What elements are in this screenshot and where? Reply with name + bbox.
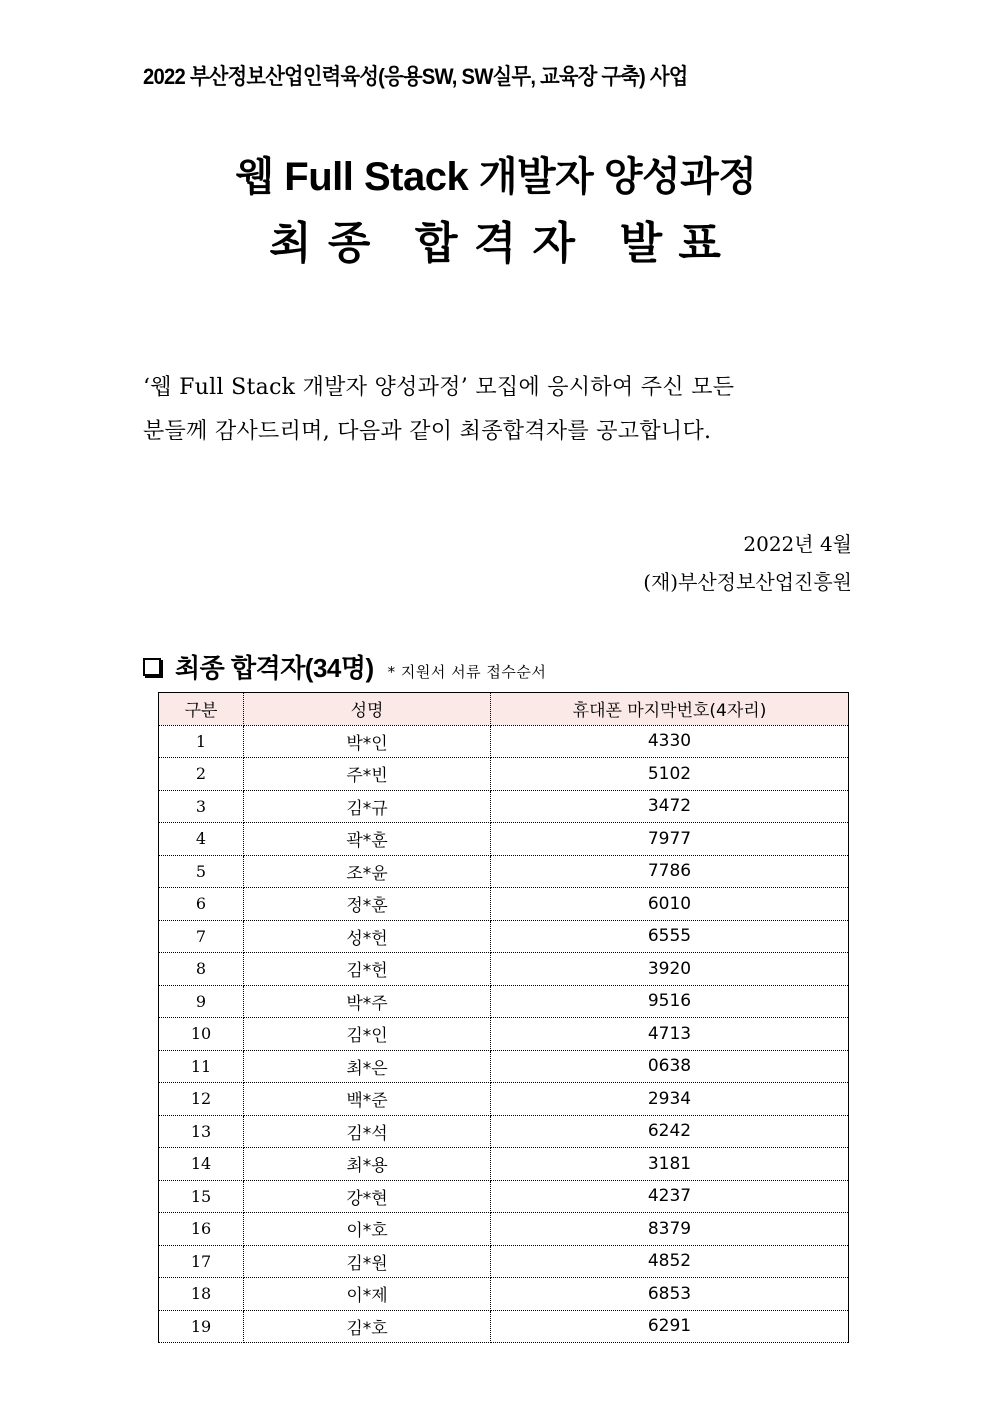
table-row bbox=[159, 790, 849, 823]
cell-phone: 7786 bbox=[491, 855, 849, 888]
cell-number: 19 bbox=[159, 1310, 244, 1343]
cell-number: 4 bbox=[159, 823, 244, 856]
organization-name: (재)부산정보산업진흥원 bbox=[643, 570, 852, 594]
cell-number: 9 bbox=[159, 985, 244, 1018]
cell-number: 12 bbox=[159, 1083, 244, 1116]
intro-paragraph bbox=[143, 366, 853, 454]
table-row bbox=[159, 888, 849, 921]
cell-name: 정*훈 bbox=[244, 888, 491, 921]
cell-phone: 3181 bbox=[491, 1148, 849, 1181]
results-table bbox=[158, 692, 849, 1343]
cell-phone: 0638 bbox=[491, 1050, 849, 1083]
cell-number: 2 bbox=[159, 758, 244, 791]
cell-number: 13 bbox=[159, 1115, 244, 1148]
table-row bbox=[159, 1213, 849, 1246]
cell-name: 김*헌 bbox=[244, 953, 491, 986]
cell-phone: 6853 bbox=[491, 1278, 849, 1311]
cell-number: 14 bbox=[159, 1148, 244, 1181]
cell-number: 15 bbox=[159, 1180, 244, 1213]
cell-number: 3 bbox=[159, 790, 244, 823]
cell-name: 김*규 bbox=[244, 790, 491, 823]
signature-block bbox=[643, 525, 852, 601]
cell-number: 11 bbox=[159, 1050, 244, 1083]
table-row bbox=[159, 1245, 849, 1278]
cell-phone: 3920 bbox=[491, 953, 849, 986]
cell-phone: 9516 bbox=[491, 985, 849, 1018]
cell-name: 김*인 bbox=[244, 1018, 491, 1051]
cell-name: 이*호 bbox=[244, 1213, 491, 1246]
cell-name: 김*호 bbox=[244, 1310, 491, 1343]
section-title: 최종 합격자(34명) bbox=[175, 653, 374, 683]
cell-name: 최*용 bbox=[244, 1148, 491, 1181]
cell-phone: 2934 bbox=[491, 1083, 849, 1116]
cell-phone: 6291 bbox=[491, 1310, 849, 1343]
section-heading bbox=[143, 648, 546, 685]
cell-name: 백*준 bbox=[244, 1083, 491, 1116]
table-row bbox=[159, 1083, 849, 1116]
cell-name: 최*은 bbox=[244, 1050, 491, 1083]
cell-phone: 6010 bbox=[491, 888, 849, 921]
table-row bbox=[159, 1018, 849, 1051]
results-table-body bbox=[159, 725, 849, 1343]
table-row bbox=[159, 1278, 849, 1311]
cell-phone: 6555 bbox=[491, 920, 849, 953]
column-header-name: 성명 bbox=[244, 693, 491, 726]
cell-phone: 7977 bbox=[491, 823, 849, 856]
checkbox-square-icon bbox=[143, 658, 161, 676]
cell-phone: 5102 bbox=[491, 758, 849, 791]
cell-number: 17 bbox=[159, 1245, 244, 1278]
intro-line-2: 분들께 감사드리며, 다음과 같이 최종합격자를 공고합니다. bbox=[143, 419, 712, 444]
cell-name: 이*제 bbox=[244, 1278, 491, 1311]
cell-phone: 4713 bbox=[491, 1018, 849, 1051]
page-subtitle: 최 종 합 격 자 발 표 bbox=[269, 219, 723, 268]
table-row bbox=[159, 1050, 849, 1083]
cell-phone: 3472 bbox=[491, 790, 849, 823]
table-row bbox=[159, 1180, 849, 1213]
table-row bbox=[159, 725, 849, 758]
cell-phone: 4852 bbox=[491, 1245, 849, 1278]
cell-phone: 8379 bbox=[491, 1213, 849, 1246]
cell-number: 18 bbox=[159, 1278, 244, 1311]
cell-name: 박*인 bbox=[244, 725, 491, 758]
cell-name: 성*헌 bbox=[244, 920, 491, 953]
cell-phone: 4330 bbox=[491, 725, 849, 758]
table-row bbox=[159, 1310, 849, 1343]
intro-line-1: ‘웹 Full Stack 개발자 양성과정’ 모집에 응시하여 주신 모든 bbox=[143, 375, 735, 400]
table-header-row bbox=[159, 693, 849, 726]
announcement-date: 2022년 4월 bbox=[743, 532, 852, 556]
table-row bbox=[159, 985, 849, 1018]
column-header-phone: 휴대폰 마지막번호(4자리) bbox=[491, 693, 849, 726]
table-row bbox=[159, 1148, 849, 1181]
cell-phone: 4237 bbox=[491, 1180, 849, 1213]
cell-name: 김*석 bbox=[244, 1115, 491, 1148]
cell-name: 강*현 bbox=[244, 1180, 491, 1213]
program-name: 2022 부산정보산업인력육성(응용SW, SW실무, 교육장 구축) 사업 bbox=[143, 64, 688, 89]
cell-number: 8 bbox=[159, 953, 244, 986]
cell-name: 곽*훈 bbox=[244, 823, 491, 856]
table-row bbox=[159, 855, 849, 888]
table-row bbox=[159, 823, 849, 856]
cell-number: 1 bbox=[159, 725, 244, 758]
cell-number: 7 bbox=[159, 920, 244, 953]
cell-number: 10 bbox=[159, 1018, 244, 1051]
section-note: * 지원서 서류 접수순서 bbox=[387, 663, 547, 681]
cell-number: 16 bbox=[159, 1213, 244, 1246]
cell-name: 박*주 bbox=[244, 985, 491, 1018]
cell-name: 조*윤 bbox=[244, 855, 491, 888]
table-row bbox=[159, 953, 849, 986]
cell-phone: 6242 bbox=[491, 1115, 849, 1148]
cell-number: 5 bbox=[159, 855, 244, 888]
page-title: 웹 Full Stack 개발자 양성과정 bbox=[235, 155, 757, 199]
table-row bbox=[159, 1115, 849, 1148]
column-header-number: 구분 bbox=[159, 693, 244, 726]
table-row bbox=[159, 758, 849, 791]
cell-name: 주*빈 bbox=[244, 758, 491, 791]
table-row bbox=[159, 920, 849, 953]
cell-number: 6 bbox=[159, 888, 244, 921]
cell-name: 김*원 bbox=[244, 1245, 491, 1278]
